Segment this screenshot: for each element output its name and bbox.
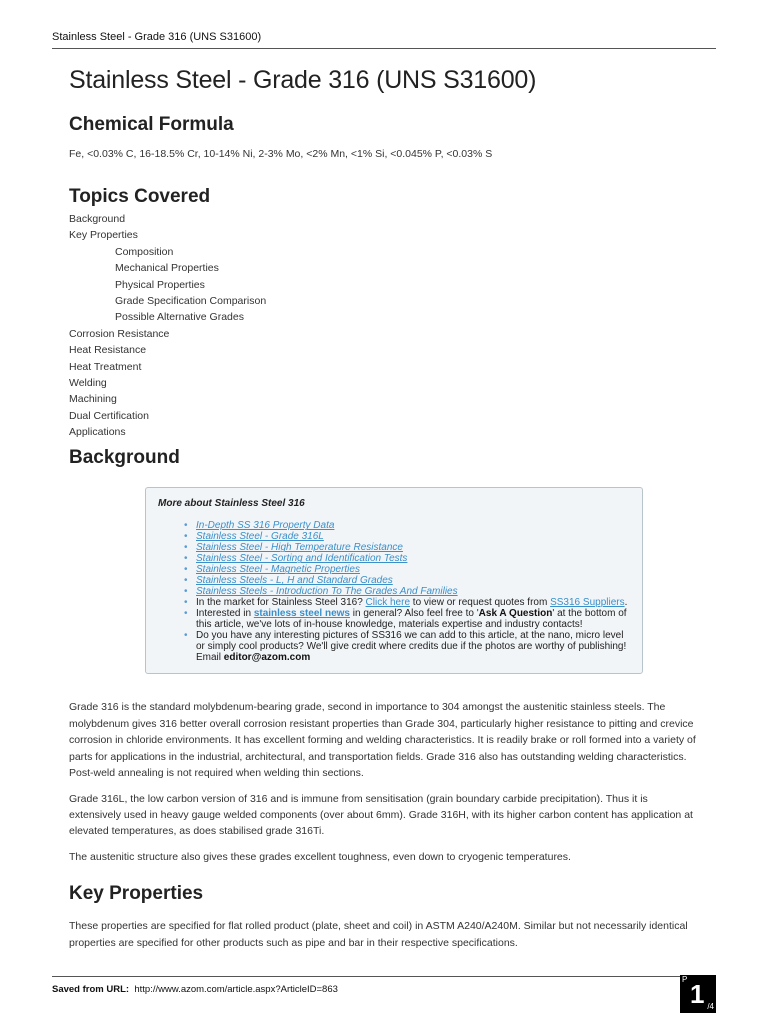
page-footer [52,976,716,995]
related-link-item [196,586,632,597]
background-heading: Background [69,447,180,469]
editor-email[interactable]: editor@azom.com [223,652,311,664]
more-about-list [156,520,632,663]
topic-possible-alternative-grades[interactable]: Possible Alternative Grades [115,311,244,324]
topic-mechanical-properties[interactable]: Mechanical Properties [115,262,219,275]
market-item [196,597,632,608]
market-text-mid: to view or request quotes from [410,597,551,609]
link-magnetic-properties[interactable]: Stainless Steel - Magnetic Properties [196,564,360,576]
article-content [69,64,699,951]
link-sorting-identification[interactable]: Stainless Steel - Sorting and Identification Tests [196,553,408,565]
page-prefix: P [682,975,688,984]
market-text-pre: In the market for Stainless Steel 316? [196,597,366,609]
more-about-title: More about Stainless Steel 316 [158,498,305,510]
link-grade-316l[interactable]: Stainless Steel - Grade 316L [196,531,324,543]
market-text-post: . [624,597,628,609]
topic-key-properties[interactable]: Key Properties [69,229,138,242]
topic-grade-specification-comparison[interactable]: Grade Specification Comparison [115,294,267,307]
related-link-item [196,531,632,542]
related-link-item [196,553,632,564]
running-header: Stainless Steel - Grade 316 (UNS S31600) [52,31,716,49]
link-l-h-standard-grades[interactable]: Stainless Steels - L, H and Standard Grades [196,575,393,587]
page-total: /4 [707,1002,714,1011]
background-paragraph-2: Grade 316L, the low carbon version of 316 and is immune from sensitisation (grain boundary carbide precipitation). Thus it is extensively used in heavy gauge welded components (over about 6mm). Grade 316H, with its higher carbon content has application at elevated temperatures, as does stabilised grade 316Ti. [69,792,693,838]
topic-dual-certification[interactable]: Dual Certification [69,409,149,422]
click-here-link[interactable]: Click here [365,597,411,609]
pictures-item [196,630,632,663]
related-link-item [196,542,632,553]
related-link-item [196,564,632,575]
pictures-text: Do you have any interesting pictures of SS316 we can add to this article, at the nano, micro level or simply cool products? We'll give credit where credits due if the photos are worthy of publishing! Email [196,630,627,664]
link-in-depth-ss316[interactable]: In-Depth SS 316 Property Data [196,520,335,532]
topic-physical-properties[interactable]: Physical Properties [115,278,205,291]
stainless-steel-news-link[interactable]: stainless steel news [253,608,350,620]
topics-covered-heading: Topics Covered [69,186,211,207]
ss316-suppliers-link[interactable]: SS316 Suppliers [550,597,625,609]
page-title: Stainless Steel - Grade 316 (UNS S31600) [69,66,537,94]
key-properties-paragraph: These properties are specified for flat rolled product (plate, sheet and coil) in ASTM A240/A240M. Similar but not necessarily identical properties are specified for other products such as pipe and bar in their respective specifications. [69,920,688,949]
chemical-formula-heading: Chemical Formula [69,114,234,135]
topics-list [69,211,699,440]
topic-machining[interactable]: Machining [69,393,117,406]
topic-welding[interactable]: Welding [69,376,107,389]
topic-applications[interactable]: Applications [69,426,126,439]
background-paragraph-1: Grade 316 is the standard molybdenum-bearing grade, second in importance to 304 amongst the austenitic stainless steels. The molybdenum gives 316 better overall corrosion resistant properties than Grade 304, particularly higher resistance to pitting and crevice corrosion in chloride environments. It has excellent forming and welding characteristics. It is readily brake or roll formed into a variety of parts for applications in the industrial, architectural, and transportation fields. Grade 316 also has outstanding welding characteristics. Post-weld annealing is not required when welding thin sections. [69,701,696,780]
topic-heat-treatment[interactable]: Heat Treatment [69,360,142,373]
topic-corrosion-resistance[interactable]: Corrosion Resistance [69,327,170,340]
page-number-badge [680,975,716,1013]
page-number: 1 [690,979,705,1009]
more-about-box [145,487,643,674]
saved-from-url: http://www.azom.com/article.aspx?ArticleID=863 [134,984,338,995]
link-high-temperature[interactable]: Stainless Steel - High Temperature Resistance [196,542,403,554]
chemical-formula-text: Fe, <0.03% C, 16-18.5% Cr, 10-14% Ni, 2-3% Mo, <2% Mn, <1% Si, <0.045% P, <0.03% S [69,148,493,160]
news-item [196,608,632,630]
key-properties-heading: Key Properties [69,883,204,905]
saved-from-label: Saved from URL: [52,984,130,995]
related-link-item [196,575,632,586]
news-text-pre: Interested in [196,608,254,620]
topic-composition[interactable]: Composition [115,245,174,258]
news-text-mid: in general? Also feel free to ' [349,608,479,620]
news-text-post: ' at the bottom of this article, we've lots of in-house knowledge, materials expertise and industry contacts! [196,608,627,631]
background-paragraph-3: The austenitic structure also gives these grades excellent toughness, even down to cryogenic temperatures. [69,850,571,863]
ask-a-question-text: Ask A Question [478,608,553,620]
link-introduction-grades[interactable]: Stainless Steels - Introduction To The Grades And Families [196,586,458,598]
topic-background[interactable]: Background [69,213,126,225]
related-link-item [196,520,632,531]
topic-heat-resistance[interactable]: Heat Resistance [69,344,147,357]
